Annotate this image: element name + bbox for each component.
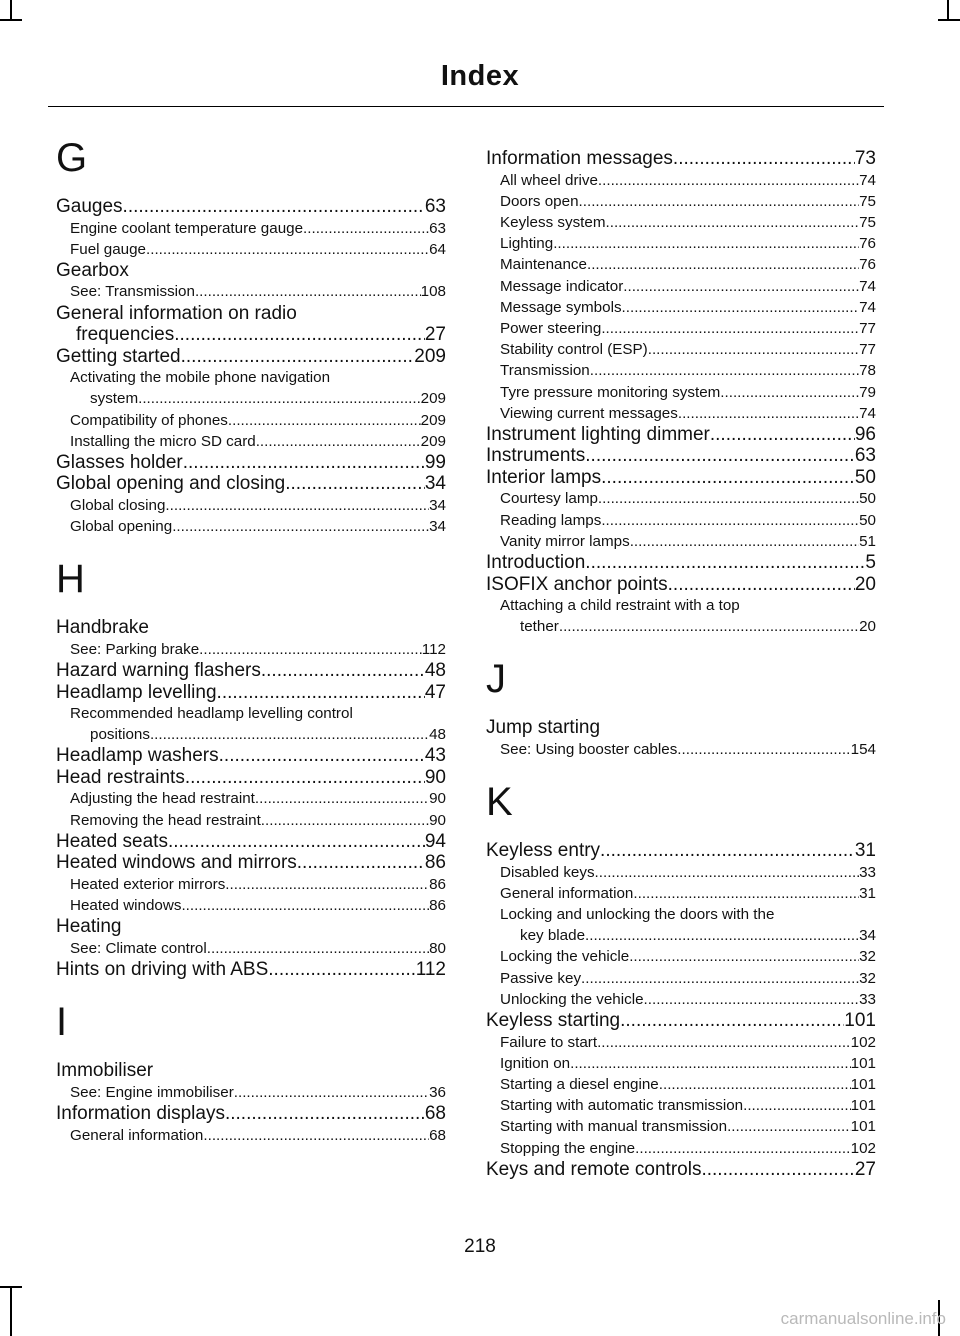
title-rule: [48, 106, 884, 107]
index-subentry[interactable]: Heated windows ..... 86: [56, 895, 446, 916]
index-entry[interactable]: Keyless entry ..... 31: [486, 840, 876, 862]
index-subentry[interactable]: Keyless system ..... 75: [486, 212, 876, 233]
index-subentry[interactable]: General information ..... 31: [486, 883, 876, 904]
index-subentry-line1: Recommended headlamp levelling control: [70, 705, 353, 723]
crop-mark-top-right-h: [938, 19, 960, 21]
section-letter-g: G: [56, 136, 88, 180]
index-subentry[interactable]: Unlocking the vehicle ..... 33: [486, 989, 876, 1010]
index-subentry[interactable]: See: Parking brake ..... 112: [56, 639, 446, 660]
index-subentry[interactable]: tether ..... 20: [486, 616, 876, 637]
index-entry: Jump starting: [486, 717, 601, 739]
page-title: Index: [440, 60, 520, 92]
index-subentry[interactable]: Fuel gauge ..... 64: [56, 239, 446, 260]
index-entry[interactable]: Hints on driving with ABS ..... 112: [56, 959, 446, 981]
crop-mark-top-left-v: [10, 0, 12, 20]
index-subentry[interactable]: Power steering ..... 77: [486, 318, 876, 339]
index-subentry[interactable]: Ignition on ..... 101: [486, 1053, 876, 1074]
index-entry[interactable]: Heated windows and mirrors ..... 86: [56, 852, 446, 874]
index-subentry[interactable]: Adjusting the head restraint ..... 90: [56, 788, 446, 809]
index-column-left: [56, 136, 446, 1146]
index-subentry[interactable]: Removing the head restraint ..... 90: [56, 810, 446, 831]
index-subentry[interactable]: See: Transmission ..... 108: [56, 281, 446, 302]
index-entry[interactable]: Keyless starting ..... 101: [486, 1010, 876, 1032]
index-entry[interactable]: Headlamp washers ..... 43: [56, 745, 446, 767]
index-entry[interactable]: Headlamp levelling ..... 47: [56, 682, 446, 704]
index-subentry[interactable]: Starting with automatic transmission ..... 101: [486, 1095, 876, 1116]
index-entry: Heating: [56, 916, 122, 938]
index-entry[interactable]: Information displays ..... 68: [56, 1103, 446, 1125]
index-subentry[interactable]: Failure to start ..... 102: [486, 1032, 876, 1053]
index-entry[interactable]: Interior lamps ..... 50: [486, 467, 876, 489]
index-subentry[interactable]: Reading lamps ..... 50: [486, 510, 876, 531]
index-subentry[interactable]: All wheel drive ..... 74: [486, 170, 876, 191]
index-subentry[interactable]: Passive key ..... 32: [486, 968, 876, 989]
index-subentry[interactable]: Stopping the engine ..... 102: [486, 1138, 876, 1159]
index-subentry[interactable]: Lighting ..... 76: [486, 233, 876, 254]
index-entry[interactable]: Getting started ..... 209: [56, 346, 446, 368]
index-entry: Immobiliser: [56, 1060, 154, 1082]
index-entry[interactable]: Head restraints ..... 90: [56, 767, 446, 789]
index-subentry[interactable]: Global opening ..... 34: [56, 516, 446, 537]
index-subentry[interactable]: Locking the vehicle ..... 32: [486, 946, 876, 967]
index-subentry[interactable]: positions ..... 48: [56, 724, 446, 745]
index-subentry[interactable]: Maintenance ..... 76: [486, 254, 876, 275]
index-column-right: [486, 148, 876, 1180]
index-subentry[interactable]: Message symbols ..... 74: [486, 297, 876, 318]
index-subentry-line1: Locking and unlocking the doors with the: [500, 906, 775, 924]
index-subentry[interactable]: system ..... 209: [56, 388, 446, 409]
section-letter-h: H: [56, 557, 85, 602]
section-letter-i: I: [56, 1000, 68, 1045]
index-entry[interactable]: Hazard warning flashers ..... 48: [56, 660, 446, 682]
index-subentry[interactable]: Courtesy lamp ..... 50: [486, 488, 876, 509]
crop-mark-bottom-left-h: [0, 1286, 22, 1288]
index-entry[interactable]: Gauges ..... 63: [56, 196, 446, 218]
index-subentry[interactable]: See: Using booster cables ..... 154: [486, 739, 876, 760]
index-subentry[interactable]: General information ..... 68: [56, 1125, 446, 1146]
index-subentry[interactable]: Message indicator ..... 74: [486, 276, 876, 297]
index-subentry[interactable]: Starting with manual transmission ..... 101: [486, 1116, 876, 1137]
index-entry[interactable]: ISOFIX anchor points ..... 20: [486, 574, 876, 596]
index-subentry[interactable]: Heated exterior mirrors ..... 86: [56, 874, 446, 895]
index-subentry[interactable]: Doors open ..... 75: [486, 191, 876, 212]
index-subentry[interactable]: Starting a diesel engine ..... 101: [486, 1074, 876, 1095]
crop-mark-top-right-v: [947, 0, 949, 20]
index-subentry[interactable]: Vanity mirror lamps ..... 51: [486, 531, 876, 552]
index-entry[interactable]: Global opening and closing ..... 34: [56, 473, 446, 495]
index-entry-line1: General information on radio: [56, 302, 297, 324]
index-subentry[interactable]: Stability control (ESP) ..... 77: [486, 339, 876, 360]
index-subentry[interactable]: Global closing ..... 34: [56, 495, 446, 516]
index-subentry[interactable]: Installing the micro SD card ..... 209: [56, 431, 446, 452]
index-subentry[interactable]: See: Climate control ..... 80: [56, 938, 446, 959]
index-entry: Handbrake: [56, 617, 149, 639]
index-subentry[interactable]: key blade ..... 34: [486, 925, 876, 946]
index-subentry[interactable]: Engine coolant temperature gauge ..... 63: [56, 218, 446, 239]
index-entry[interactable]: Introduction ..... 5: [486, 552, 876, 574]
index-entry[interactable]: Instruments ..... 63: [486, 445, 876, 467]
index-subentry-line1: Attaching a child restraint with a top: [500, 597, 740, 615]
index-subentry[interactable]: Compatibility of phones ..... 209: [56, 410, 446, 431]
index-subentry[interactable]: Tyre pressure monitoring system ..... 79: [486, 382, 876, 403]
watermark: carmanualsonline.info: [780, 1309, 946, 1328]
index-subentry[interactable]: Viewing current messages ..... 74: [486, 403, 876, 424]
index-entry[interactable]: frequencies ..... 27: [56, 324, 446, 346]
index-entry: Gearbox: [56, 259, 129, 281]
section-letter-k: K: [486, 780, 513, 825]
index-entry[interactable]: Glasses holder ..... 99: [56, 452, 446, 474]
index-entry[interactable]: Heated seats ..... 94: [56, 831, 446, 853]
index-entry[interactable]: Instrument lighting dimmer ..... 96: [486, 424, 876, 446]
index-entry[interactable]: Keys and remote controls ..... 27: [486, 1159, 876, 1181]
page-number: 218: [464, 1236, 496, 1257]
crop-mark-bottom-left-v: [10, 1286, 12, 1336]
index-subentry-line1: Activating the mobile phone navigation: [70, 369, 331, 387]
index-subentry[interactable]: Transmission ..... 78: [486, 360, 876, 381]
index-subentry[interactable]: See: Engine immobiliser ..... 36: [56, 1082, 446, 1103]
index-subentry[interactable]: Disabled keys ..... 33: [486, 862, 876, 883]
crop-mark-top-left-h: [0, 19, 22, 21]
section-letter-j: J: [486, 657, 506, 702]
index-entry[interactable]: Information messages ..... 73: [486, 148, 876, 170]
